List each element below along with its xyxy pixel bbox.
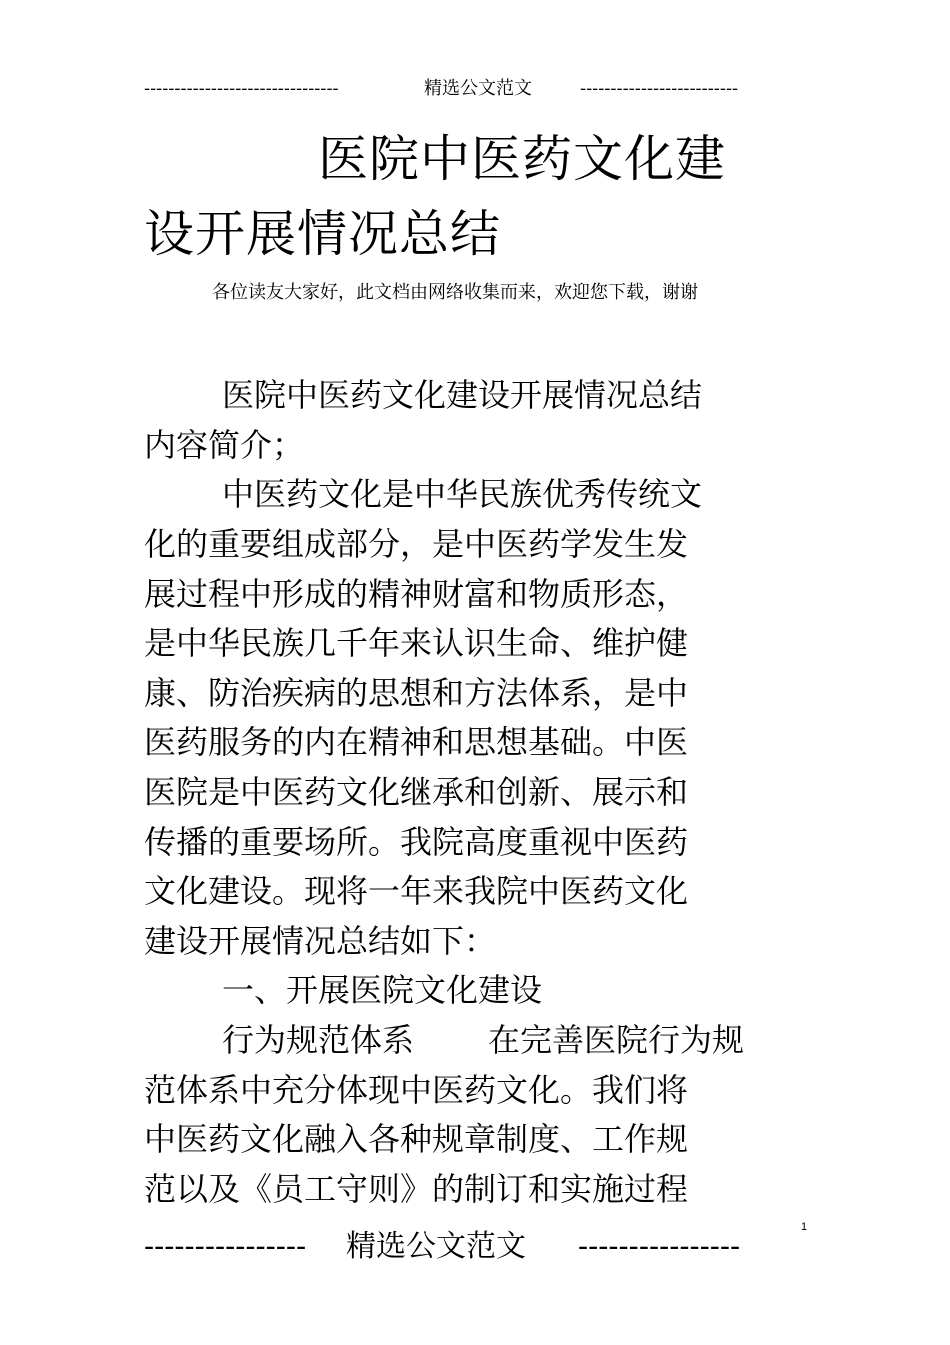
body-line: 内容简介； [144,426,305,464]
page-number: 1 [801,1221,808,1233]
header-dashes-left: -------------------------------- [144,78,339,99]
title-line-1: 医院中医药文化建 [318,130,726,188]
body-line: 在完善医院行为规 [488,1021,745,1059]
body-line: 范以及《员工守则》的制订和实施过程 [144,1170,689,1208]
footer-dashes-right: ---------------- [578,1229,741,1264]
body-line: 中医药文化是中华民族优秀传统文 [222,475,703,513]
body-line: 医药服务的内在精神和思想基础。中医 [144,723,689,761]
body-line: 展过程中形成的精神财富和物质形态， [144,575,689,613]
section-heading: 一、开展医院文化建设 [222,971,543,1009]
body-line: 建设开展情况总结如下： [144,922,497,960]
body-line: 是中华民族几千年来认识生命、维护健 [144,624,689,662]
body-line: 范体系中充分体现中医药文化。我们将 [144,1071,689,1109]
body-line: 中医药文化融入各种规章制度、工作规 [144,1120,689,1158]
body-line: 传播的重要场所。我院高度重视中医药 [144,823,689,861]
title-line-2: 设开展情况总结 [144,205,501,263]
footer-label: 精选公文范文 [346,1229,526,1264]
greeting-text: 各位读友大家好，此文档由网络收集而来，欢迎您下载，谢谢 [212,282,698,303]
body-line: 医院是中医药文化继承和创新、展示和 [144,773,689,811]
body-line: 医院中医药文化建设开展情况总结 [222,376,703,414]
header-label: 精选公文范文 [424,78,532,99]
footer-dashes-left: ---------------- [144,1229,307,1264]
body-line: 化的重要组成部分，是中医药学发生发 [144,525,689,563]
header-dashes-right: -------------------------- [580,78,739,99]
body-line: 康、防治疾病的思想和方法体系，是中 [144,674,689,712]
body-line: 文化建设。现将一年来我院中医药文化 [144,872,689,910]
subsection-heading: 行为规范体系 [222,1021,415,1059]
